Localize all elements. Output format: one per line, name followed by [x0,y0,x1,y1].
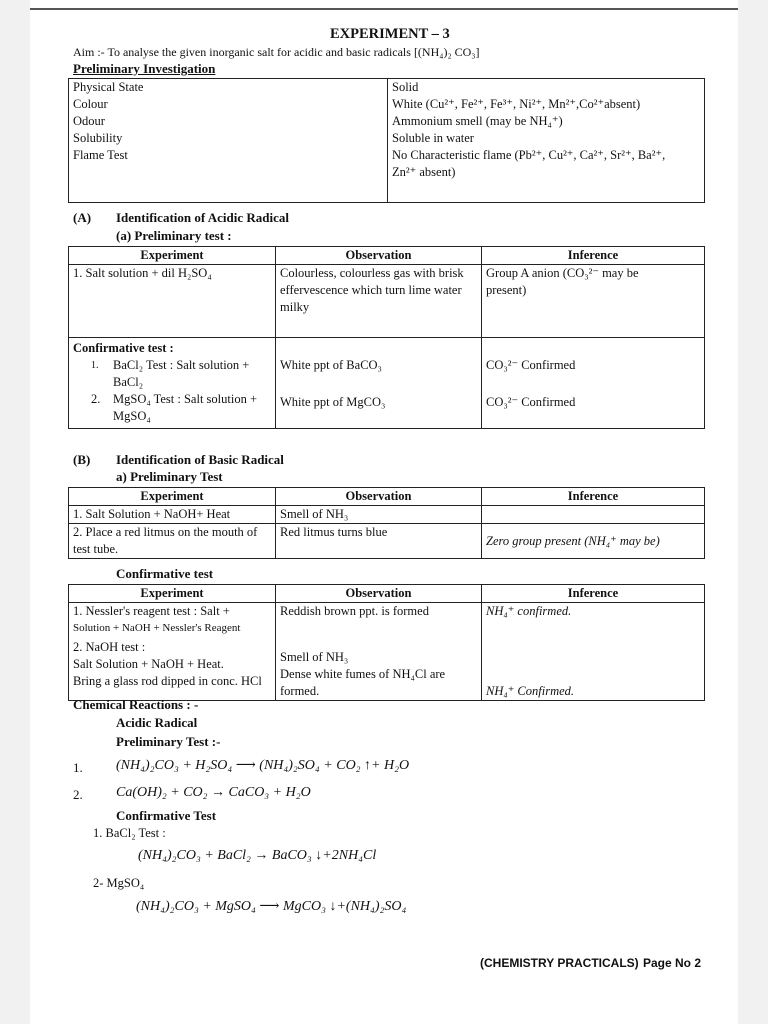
observation-cell: White ppt of BaCO₃ [280,358,382,372]
column-header: Inference [482,488,705,506]
footer-page-number: Page No 2 [643,956,702,970]
column-header: Inference [482,247,705,265]
prelim-value: Soluble in water [392,131,474,145]
reaction-equation: Ca(OH)₂ + CO₂ → CaCO₃ + H₂O [116,785,311,800]
prelim-value: Ammonium smell (may be NH₄⁺) [392,114,563,128]
inference-cell: CO₃²⁻ Confirmed [486,358,576,372]
inference-cell: NH₄⁺ Confirmed. [486,684,575,698]
experiment-title: EXPERIMENT – 3 [330,26,450,42]
experiment-cell: 1. Salt solution + dil H₂SO₄ [73,266,212,280]
section-b-title: Identification of Basic Radical [116,452,284,467]
experiment-line: BaCl₂ Test : Salt solution + [113,358,250,372]
preliminary-heading: Preliminary Investigation [73,61,216,76]
prelim-label: Solubility [73,131,123,145]
column-header: Experiment [69,488,276,506]
column-header: Observation [276,488,482,506]
confirmative-heading: Confirmative test [116,566,214,581]
prelim-value: White (Cu²⁺, Fe²⁺, Fe³⁺, Ni²⁺, Mn²⁺,Co²⁺absent) [392,97,641,111]
experiment-line: BaCl₂ [113,375,144,389]
observation-cell: Reddish brown ppt. is formed [276,603,482,640]
prelim-label: Colour [73,97,108,111]
column-header: Observation [276,247,482,265]
confirmative-label: Confirmative test : [73,341,174,355]
inference-line: Group A anion (CO₃²⁻ may be [486,266,639,280]
section-a-subheading: (a) Preliminary test : [116,228,232,243]
confirmative-test-label: Confirmative Test [116,808,217,823]
reaction-number: 1. [73,760,83,775]
experiment-line: 2. Place a red litmus on the mouth of [73,525,258,539]
observation-line: Smell of NH₃ [280,650,349,664]
column-header: Experiment [69,247,276,265]
inference-cell [482,506,705,524]
test-label: 2- MgSO₄ [93,876,145,890]
inference-cell: Zero group present (NH₄⁺ may be) [486,533,660,548]
section-a-title: Identification of Acidic Radical [116,210,289,225]
item-number: 1. [91,360,99,371]
footer-course: (CHEMISTRY PRACTICALS) [480,956,639,970]
section-a-label: (A) [73,210,92,225]
experiment-line: MgSO₄ Test : Salt solution + [113,392,258,406]
prelim-label: Physical State [73,80,144,94]
experiment-line: Solution + NaOH + Nessler's Reagent [73,622,241,634]
reaction-equation: (NH₄)₂CO₃ + BaCl₂ → BaCO₃ ↓+2NH₄Cl [138,848,377,863]
prelim-label: Flame Test [73,148,128,162]
prelim-value: Zn²⁺ absent) [392,165,456,179]
aim-text: Aim :- To analyse the given inorganic salt for acidic and basic radicals [(NH₄)₂ CO₃] [73,45,480,59]
experiment-line: 1. Nessler's reagent test : Salt + [73,604,230,618]
acidic-radical-label: Acidic Radical [116,715,198,730]
acidic-radical-table [68,246,705,429]
basic-radical-table [68,487,705,559]
observation-line: Dense white fumes of NH₄Cl are [280,667,446,681]
inference-cell: CO₃²⁻ Confirmed [486,395,576,409]
experiment-cell: 1. Salt Solution + NaOH+ Heat [69,506,276,524]
column-header: Experiment [69,585,276,603]
experiment-line: Salt Solution + NaOH + Heat. [73,657,224,671]
observation-cell: Red litmus turns blue [276,524,482,559]
prelim-value: No Characteristic flame (Pb²⁺, Cu²⁺, Ca²⁺, Sr²⁺, Ba²⁺, [392,148,666,162]
reaction-number: 2. [73,787,83,802]
reaction-equation: (NH₄)₂CO₃ + H₂SO₄ ⟶ (NH₄)₂SO₄ + CO₂ ↑+ H₂O [116,758,410,773]
preliminary-table [68,78,705,203]
reaction-equation: (NH₄)₂CO₃ + MgSO₄ ⟶ MgCO₃ ↓+(NH₄)₂SO₄ [136,899,407,914]
observation-cell: Smell of NH₃ [276,506,482,524]
item-number: 2. [91,392,101,406]
observation-cell: White ppt of MgCO₃ [280,395,386,409]
column-header: Observation [276,585,482,603]
section-b-label: (B) [73,452,91,467]
experiment-line: MgSO₄ [113,409,151,423]
inference-line: present) [486,283,527,297]
experiment-line: 2. NaOH test : [73,640,146,654]
prelim-value: Solid [392,80,419,94]
prelim-label: Odour [73,114,105,128]
preliminary-test-label: Preliminary Test :- [116,734,221,749]
observation-line: Colourless, colourless gas with brisk [280,266,464,280]
inference-cell: NH₄⁺ confirmed. [486,604,572,618]
observation-line: milky [280,300,310,314]
experiment-line: test tube. [73,542,119,556]
reactions-heading: Chemical Reactions : - [73,697,199,712]
basic-confirmative-table [68,584,705,701]
experiment-line: Bring a glass rod dipped in conc. HCl [73,674,262,688]
top-rule [30,8,738,10]
observation-line: effervescence which turn lime water [280,283,462,297]
test-label: 1. BaCl₂ Test : [93,826,166,840]
column-header: Inference [482,585,705,603]
observation-line: formed. [280,684,320,698]
section-b-subheading: a) Preliminary Test [116,469,223,484]
